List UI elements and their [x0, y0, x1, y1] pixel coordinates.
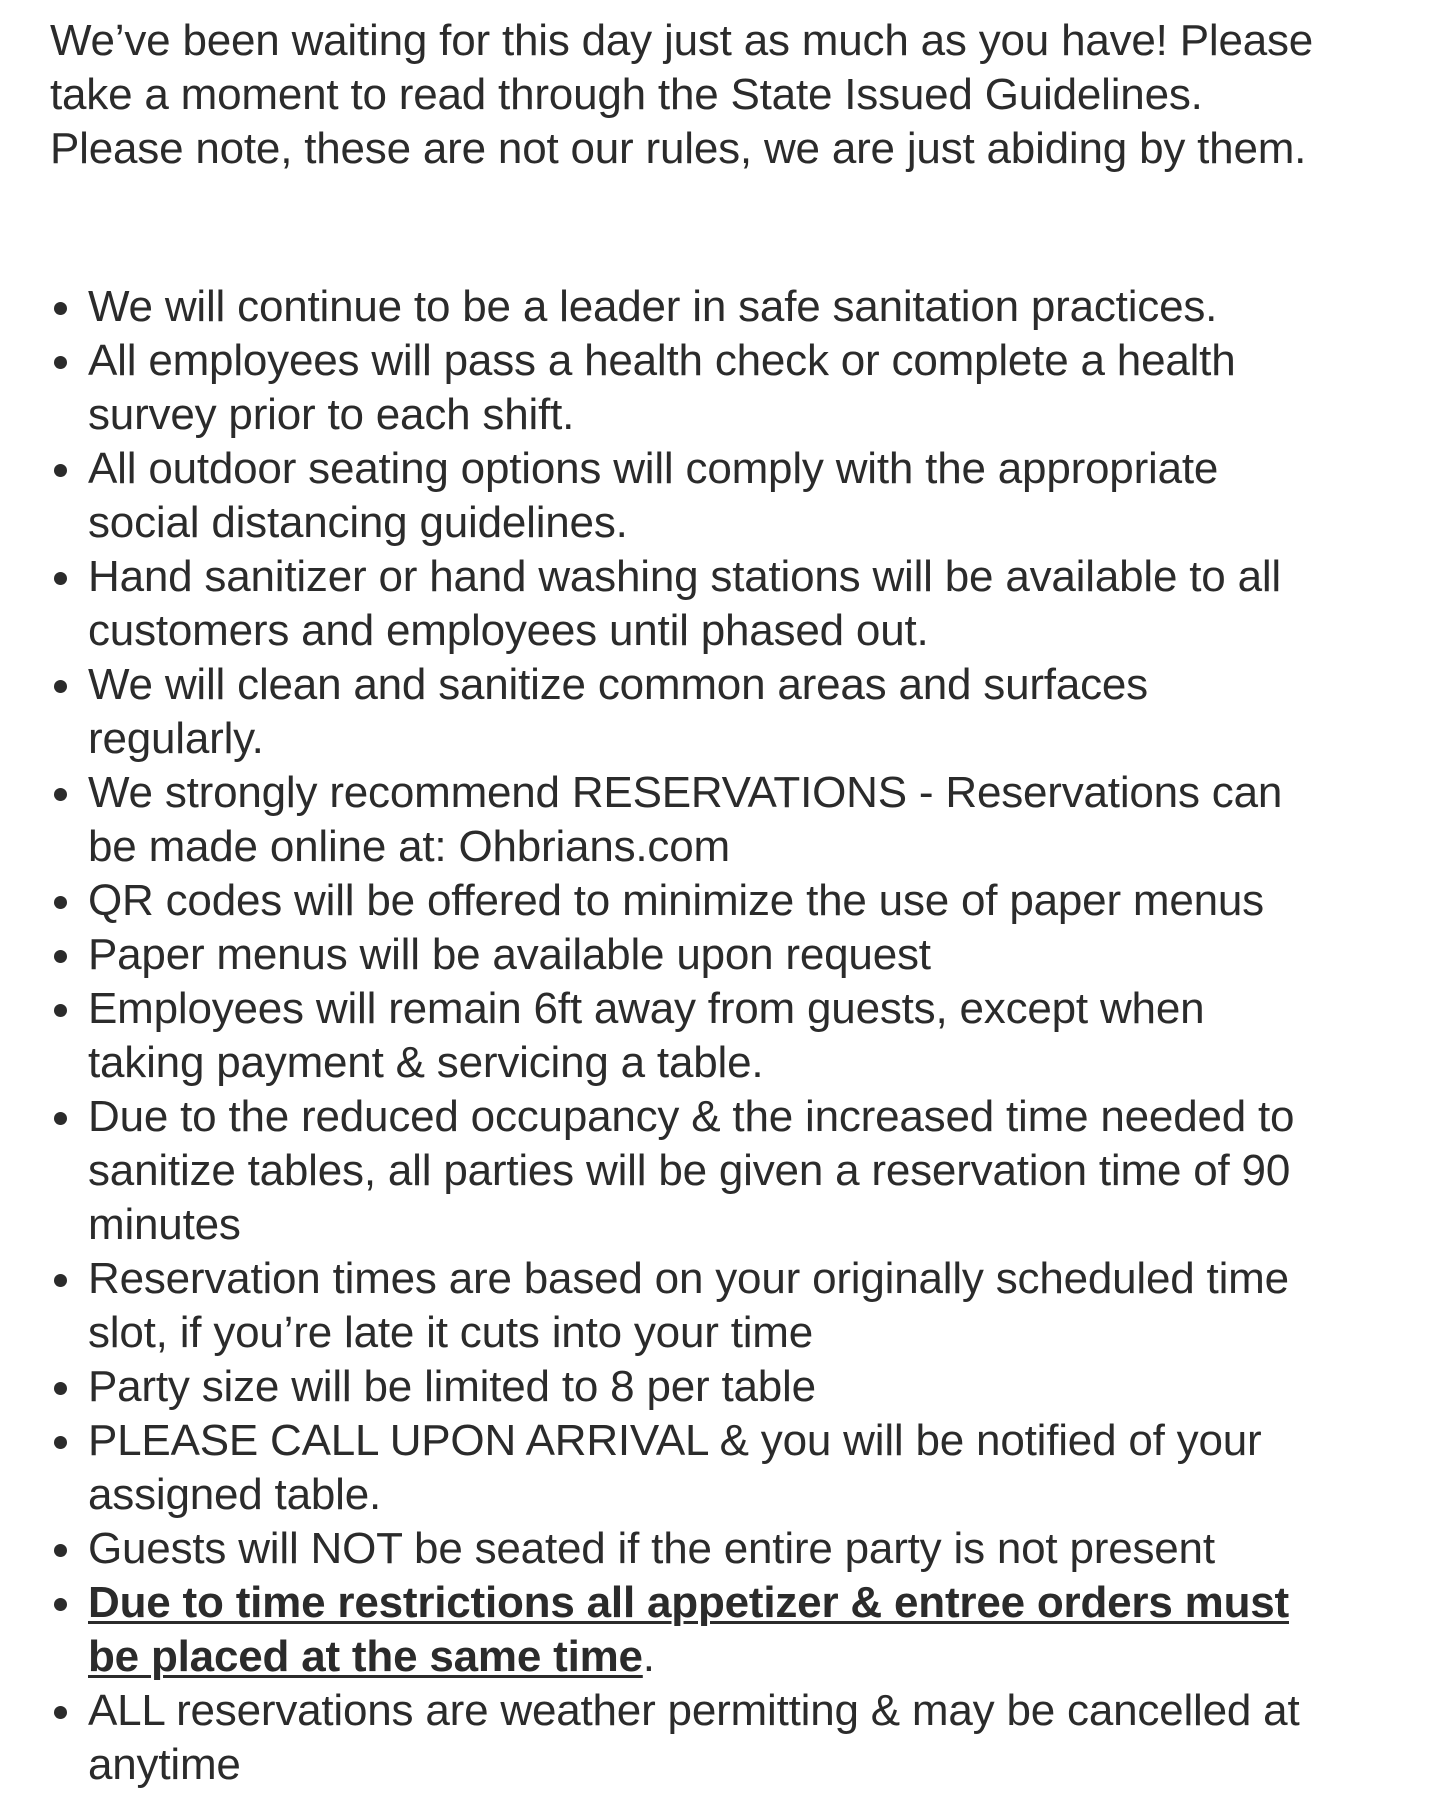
guideline-text: All employees will pass a health check or complete a health — [88, 336, 1236, 385]
guideline-line — [88, 388, 1400, 442]
guideline-line — [88, 1252, 1400, 1306]
guideline-line — [88, 1738, 1400, 1792]
guideline-line — [88, 550, 1400, 604]
guideline-item — [50, 658, 1400, 766]
guideline-item — [50, 766, 1400, 874]
guideline-item — [50, 1360, 1400, 1414]
guideline-text: Paper menus will be available upon request — [88, 930, 931, 979]
bullet-icon — [54, 1598, 67, 1611]
guideline-text: be made online at: Ohbrians.com — [88, 822, 730, 871]
guideline-line — [88, 1576, 1400, 1630]
guideline-item — [50, 1414, 1400, 1522]
bullet-icon — [54, 356, 67, 369]
guidelines-list — [50, 280, 1400, 1792]
guideline-item — [50, 334, 1400, 442]
bullet-icon — [54, 572, 67, 585]
bullet-icon — [54, 1706, 67, 1719]
guideline-item — [50, 1576, 1400, 1684]
guideline-item — [50, 280, 1400, 334]
bullet-icon — [54, 464, 67, 477]
guideline-line — [88, 1522, 1400, 1576]
guideline-item — [50, 1522, 1400, 1576]
guideline-text: PLEASE CALL UPON ARRIVAL & you will be notified of your — [88, 1416, 1262, 1465]
guideline-text: taking payment & servicing a table. — [88, 1038, 764, 1087]
guideline-text: Hand sanitizer or hand washing stations will be available to all — [88, 552, 1281, 601]
guideline-text: Employees will remain 6ft away from guests, except when — [88, 984, 1205, 1033]
bullet-icon — [54, 1004, 67, 1017]
guideline-suffix: . — [642, 1632, 655, 1681]
intro-line: We’ve been waiting for this day just as much as you have! Please — [50, 16, 1314, 65]
guideline-item — [50, 1252, 1400, 1360]
guideline-item — [50, 550, 1400, 658]
guideline-text: We will clean and sanitize common areas and surfaces — [88, 660, 1148, 709]
guideline-text: assigned table. — [88, 1470, 381, 1519]
guideline-text: QR codes will be offered to minimize the use of paper menus — [88, 876, 1264, 925]
guideline-text: minutes — [88, 1200, 241, 1249]
bullet-icon — [54, 680, 67, 693]
guideline-line — [88, 1360, 1400, 1414]
bullet-icon — [54, 950, 67, 963]
guideline-line — [88, 712, 1400, 766]
guideline-line — [88, 1036, 1400, 1090]
bullet-icon — [54, 1274, 67, 1287]
guideline-line — [88, 982, 1400, 1036]
guideline-line — [88, 1198, 1400, 1252]
guideline-text: Reservation times are based on your originally scheduled time — [88, 1254, 1289, 1303]
guideline-text: customers and employees until phased out. — [88, 606, 929, 655]
guideline-line — [88, 1414, 1400, 1468]
bullet-icon — [54, 302, 67, 315]
guideline-text: social distancing guidelines. — [88, 498, 628, 547]
guideline-line — [88, 604, 1400, 658]
guideline-line — [88, 1306, 1400, 1360]
guideline-text: Party size will be limited to 8 per table — [88, 1362, 816, 1411]
guideline-text: All outdoor seating options will comply with the appropriate — [88, 444, 1219, 493]
guideline-line — [88, 496, 1400, 550]
guideline-text: We will continue to be a leader in safe sanitation practices. — [88, 282, 1218, 331]
guideline-line — [88, 1090, 1400, 1144]
bullet-icon — [54, 1382, 67, 1395]
emphasized-text: be placed at the same time — [88, 1632, 643, 1681]
guideline-line — [88, 928, 1400, 982]
bullet-icon — [54, 1112, 67, 1125]
guideline-line — [88, 820, 1400, 874]
guideline-item — [50, 874, 1400, 928]
guideline-text: slot, if you’re late it cuts into your time — [88, 1308, 814, 1357]
guideline-line — [88, 874, 1400, 928]
emphasized-text: Due to time restrictions all appetizer & entree orders must — [88, 1578, 1289, 1627]
guideline-text: Guests will NOT be seated if the entire party is not present — [88, 1524, 1215, 1573]
bullet-icon — [54, 1436, 67, 1449]
guideline-item — [50, 1090, 1400, 1252]
guideline-text: ALL reservations are weather permitting & may be cancelled at — [88, 1686, 1300, 1735]
intro-paragraph — [50, 14, 1400, 176]
bullet-icon — [54, 1544, 67, 1557]
bullet-icon — [54, 788, 67, 801]
bullet-icon — [54, 896, 67, 909]
guideline-line — [88, 658, 1400, 712]
guideline-line — [88, 1144, 1400, 1198]
guideline-item — [50, 442, 1400, 550]
guideline-line — [88, 1630, 1400, 1684]
guideline-line — [88, 1684, 1400, 1738]
guideline-item — [50, 982, 1400, 1090]
guideline-text: Due to the reduced occupancy & the increased time needed to — [88, 1092, 1295, 1141]
guideline-line — [88, 334, 1400, 388]
guideline-line — [88, 766, 1400, 820]
guideline-text: We strongly recommend RESERVATIONS - Reservations can — [88, 768, 1283, 817]
intro-line: Please note, these are not our rules, we are just abiding by them. — [50, 124, 1307, 173]
guideline-text: sanitize tables, all parties will be given a reservation time of 90 — [88, 1146, 1291, 1195]
guideline-line — [88, 280, 1400, 334]
guideline-text: anytime — [88, 1740, 241, 1789]
guideline-text: survey prior to each shift. — [88, 390, 575, 439]
guideline-item — [50, 928, 1400, 982]
guideline-line — [88, 442, 1400, 496]
guideline-item — [50, 1684, 1400, 1792]
guideline-text: regularly. — [88, 714, 264, 763]
intro-line: take a moment to read through the State Issued Guidelines. — [50, 70, 1203, 119]
guideline-line — [88, 1468, 1400, 1522]
